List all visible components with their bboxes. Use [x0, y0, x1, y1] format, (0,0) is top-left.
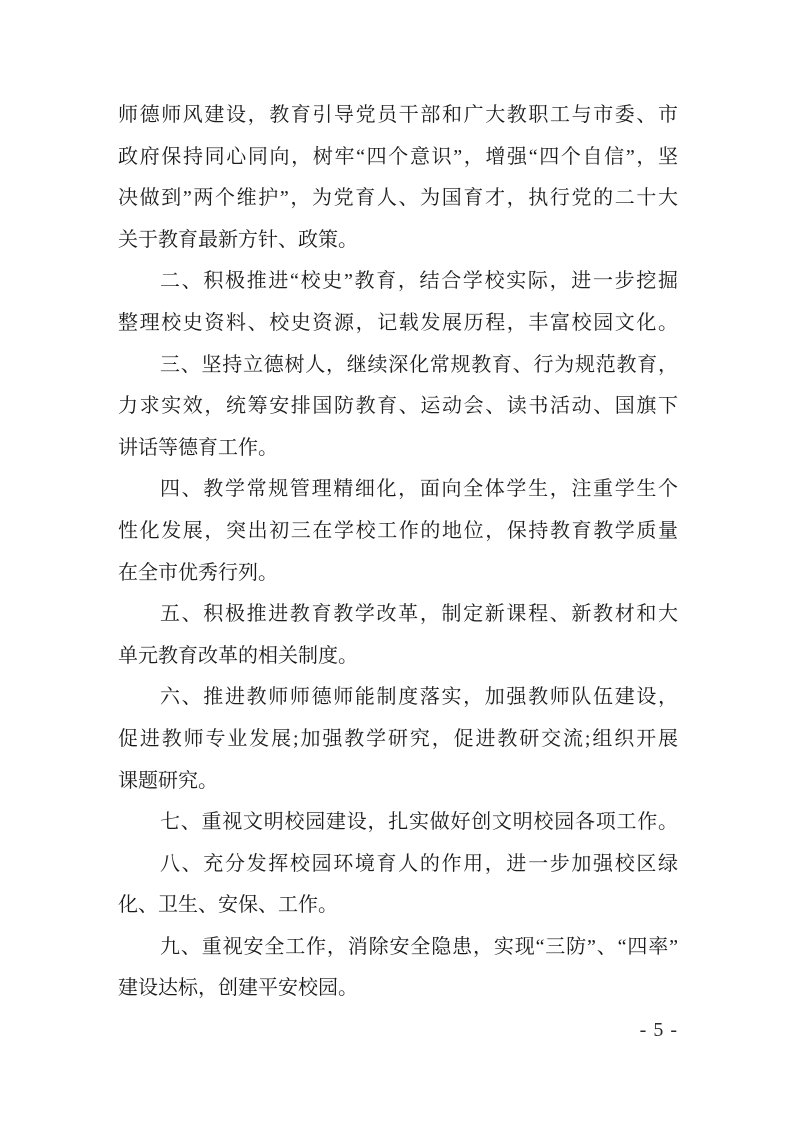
- text-line: 九、重视安全工作，消除安全隐患，实现“三防”、“四率”: [160, 935, 678, 958]
- paragraph: [118, 802, 678, 844]
- text-line: 建设达标，创建平安校园。: [118, 977, 358, 1000]
- text-line: 决做到”两个维护”，为党育人、为国育才，执行党的二十大: [118, 187, 678, 210]
- paragraph: [118, 261, 678, 344]
- paragraph: [118, 469, 678, 594]
- text-line: 在全市优秀行列。: [118, 561, 278, 584]
- paragraph: [118, 594, 678, 677]
- text-line: 课题研究。: [118, 769, 218, 792]
- text-line: 三、坚持立德树人，继续深化常规教育、行为规范教育，: [160, 353, 678, 376]
- text-line: 性化发展，突出初三在学校工作的地位，保持教育教学质量: [118, 519, 678, 542]
- text-line: 二、积极推进“校史”教育，结合学校实际，进一步挖掘: [160, 270, 678, 293]
- paragraph: [118, 927, 678, 1010]
- text-line: 促进教师专业发展;加强教学研究，促进教研交流;组织开展: [118, 727, 678, 750]
- text-line: 六、推进教师师德师能制度落实，加强教师队伍建设，: [160, 686, 678, 709]
- paragraph: [118, 677, 678, 802]
- paragraph: [118, 345, 678, 470]
- text-line: 七、重视文明校园建设，扎实做好创文明校园各项工作。: [160, 811, 678, 834]
- page-number: - 5 -: [639, 1019, 678, 1041]
- text-line: 关于教育最新方针、政策。: [118, 228, 358, 251]
- paragraph: [118, 844, 678, 927]
- paragraph: [118, 95, 678, 261]
- text-line: 整理校史资料、校史资源，记载发展历程，丰富校园文化。: [118, 311, 678, 334]
- text-line: 五、积极推进教育教学改革，制定新课程、新教材和大: [160, 603, 678, 626]
- text-line: 力求实效，统筹安排国防教育、运动会、读书活动、国旗下: [118, 395, 678, 418]
- text-line: 八、充分发挥校园环境育人的作用，进一步加强校区绿: [160, 852, 678, 875]
- text-line: 四、教学常规管理精细化，面向全体学生，注重学生个: [160, 478, 678, 501]
- document-body: [118, 95, 678, 1010]
- text-line: 单元教育改革的相关制度。: [118, 644, 358, 667]
- text-line: 讲话等德育工作。: [118, 436, 278, 459]
- text-line: 政府保持同心同向，树牢“四个意识”，增强“四个自信”，坚: [118, 145, 678, 168]
- text-line: 师德师风建设，教育引导党员干部和广大教职工与市委、市: [118, 104, 678, 126]
- text-line: 化、卫生、安保、工作。: [118, 894, 338, 917]
